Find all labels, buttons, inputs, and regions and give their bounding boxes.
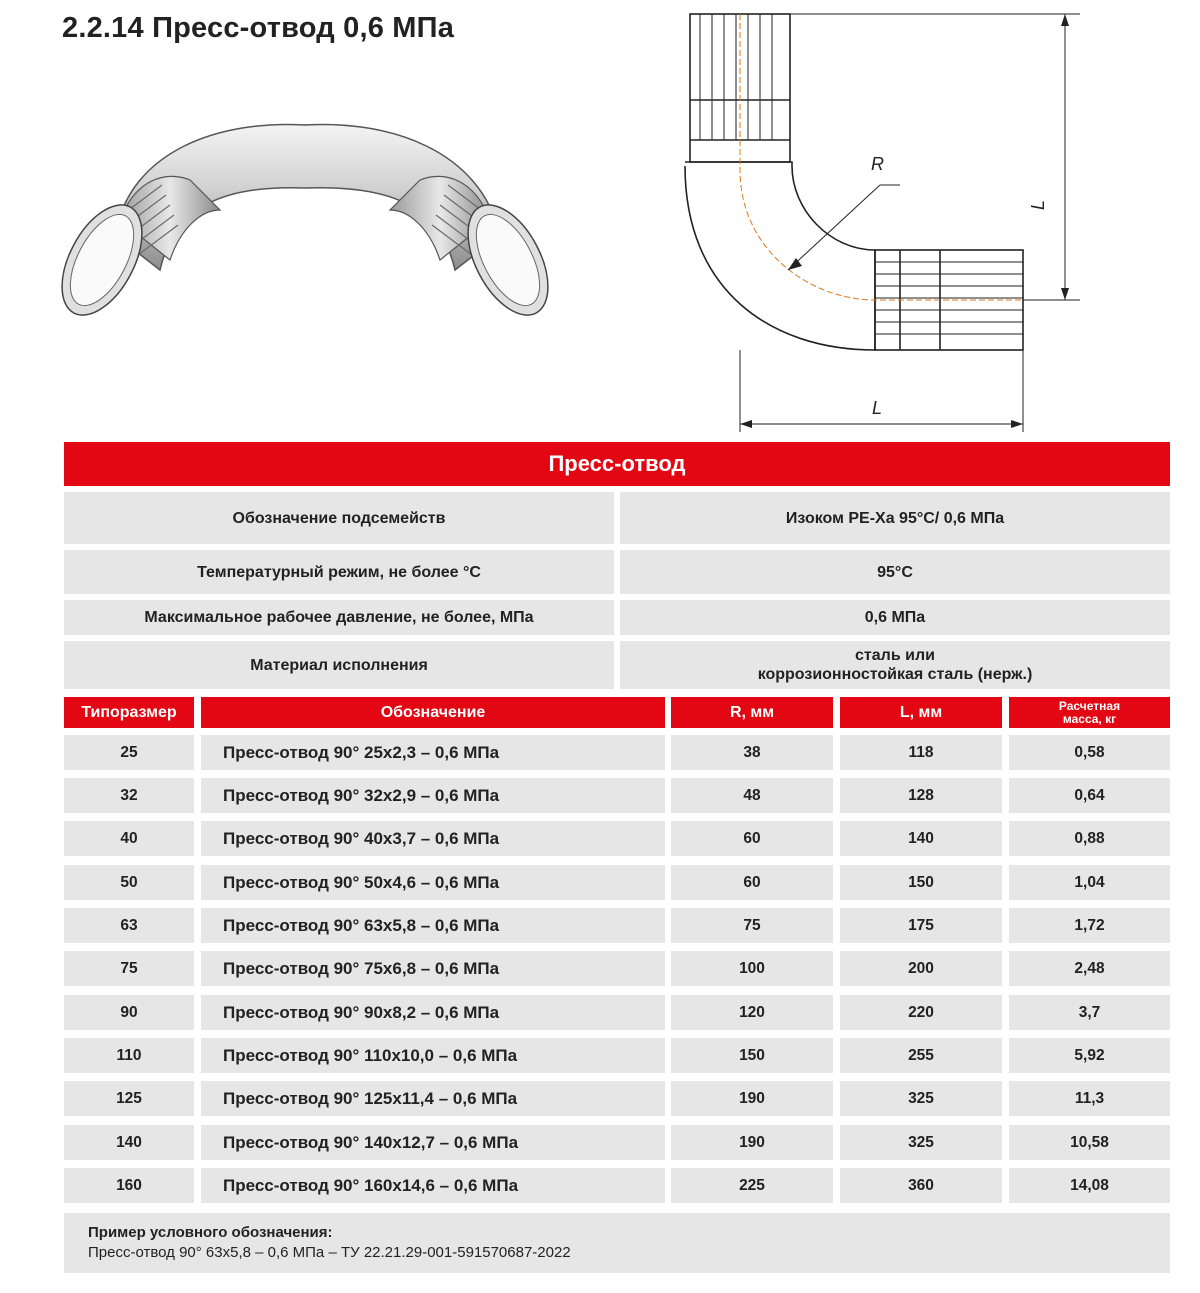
cell-r: 225 bbox=[671, 1168, 833, 1203]
cell-designation: Пресс-отвод 90° 50x4,6 – 0,6 МПа bbox=[201, 865, 665, 900]
cell-l: 360 bbox=[840, 1168, 1002, 1203]
cell-r: 38 bbox=[671, 735, 833, 770]
cell-r: 60 bbox=[671, 865, 833, 900]
cell-l: 150 bbox=[840, 865, 1002, 900]
property-value: 95°C bbox=[620, 550, 1170, 594]
table-row bbox=[64, 1038, 1170, 1073]
cell-size: 40 bbox=[64, 821, 194, 856]
cell-l: 255 bbox=[840, 1038, 1002, 1073]
cell-designation: Пресс-отвод 90° 75x6,8 – 0,6 МПа bbox=[201, 951, 665, 986]
length-label-horizontal: L bbox=[872, 398, 883, 418]
cell-mass: 1,72 bbox=[1009, 908, 1170, 943]
property-value: Изоком PE-Xa 95°C/ 0,6 МПа bbox=[620, 492, 1170, 544]
cell-designation: Пресс-отвод 90° 110x10,0 – 0,6 МПа bbox=[201, 1038, 665, 1073]
cell-l: 140 bbox=[840, 821, 1002, 856]
table-row bbox=[64, 735, 1170, 770]
page-title: 2.2.14 Пресс-отвод 0,6 МПа bbox=[62, 12, 455, 44]
property-label: Материал исполнения bbox=[64, 641, 614, 689]
press-elbow-illustration bbox=[60, 110, 550, 340]
cell-designation: Пресс-отвод 90° 40x3,7 – 0,6 МПа bbox=[201, 821, 665, 856]
cell-designation: Пресс-отвод 90° 160x14,6 – 0,6 МПа bbox=[201, 1168, 665, 1203]
cell-l: 128 bbox=[840, 778, 1002, 813]
table-row bbox=[64, 1168, 1170, 1203]
cell-l: 118 bbox=[840, 735, 1002, 770]
cell-size: 125 bbox=[64, 1081, 194, 1116]
cell-r: 120 bbox=[671, 995, 833, 1030]
property-label: Обозначение подсемейств bbox=[64, 492, 614, 544]
cell-r: 150 bbox=[671, 1038, 833, 1073]
designation-example bbox=[64, 1213, 1170, 1273]
property-row bbox=[64, 600, 1170, 635]
property-value: 0,6 МПа bbox=[620, 600, 1170, 635]
property-row bbox=[64, 641, 1170, 689]
cell-r: 75 bbox=[671, 908, 833, 943]
length-label-vertical: L bbox=[1028, 199, 1048, 210]
table-row bbox=[64, 908, 1170, 943]
cell-l: 220 bbox=[840, 995, 1002, 1030]
cell-mass: 2,48 bbox=[1009, 951, 1170, 986]
cell-designation: Пресс-отвод 90° 63x5,8 – 0,6 МПа bbox=[201, 908, 665, 943]
cell-size: 50 bbox=[64, 865, 194, 900]
cell-l: 175 bbox=[840, 908, 1002, 943]
cell-size: 63 bbox=[64, 908, 194, 943]
cell-mass: 0,64 bbox=[1009, 778, 1170, 813]
property-row bbox=[64, 492, 1170, 544]
column-header-mass bbox=[1009, 697, 1170, 728]
cell-r: 190 bbox=[671, 1125, 833, 1160]
cell-size: 110 bbox=[64, 1038, 194, 1073]
cell-l: 325 bbox=[840, 1081, 1002, 1116]
cell-designation: Пресс-отвод 90° 140x12,7 – 0,6 МПа bbox=[201, 1125, 665, 1160]
cell-designation: Пресс-отвод 90° 125x11,4 – 0,6 МПа bbox=[201, 1081, 665, 1116]
example-label: Пример условного обозначения: bbox=[88, 1224, 333, 1241]
table-row bbox=[64, 995, 1170, 1030]
radius-label: R bbox=[871, 154, 884, 174]
technical-drawing bbox=[660, 0, 1120, 440]
cell-mass: 10,58 bbox=[1009, 1125, 1170, 1160]
cell-size: 140 bbox=[64, 1125, 194, 1160]
column-header-size: Типоразмер bbox=[64, 697, 194, 728]
cell-mass: 1,04 bbox=[1009, 865, 1170, 900]
table-row bbox=[64, 821, 1170, 856]
example-value: Пресс-отвод 90° 63x5,8 – 0,6 МПа – ТУ 22.21.29-001-591570687-2022 bbox=[88, 1244, 571, 1261]
cell-size: 25 bbox=[64, 735, 194, 770]
property-label: Температурный режим, не более °C bbox=[64, 550, 614, 594]
column-header-l: L, мм bbox=[840, 697, 1002, 728]
material-line-1: сталь или bbox=[855, 647, 935, 664]
property-label: Максимальное рабочее давление, не более, МПа bbox=[64, 600, 614, 635]
cell-r: 190 bbox=[671, 1081, 833, 1116]
cell-r: 100 bbox=[671, 951, 833, 986]
cell-r: 48 bbox=[671, 778, 833, 813]
table-row bbox=[64, 951, 1170, 986]
cell-mass: 3,7 bbox=[1009, 995, 1170, 1030]
material-line-2: коррозионностойкая сталь (нерж.) bbox=[757, 666, 1033, 683]
cell-designation: Пресс-отвод 90° 90x8,2 – 0,6 МПа bbox=[201, 995, 665, 1030]
cell-designation: Пресс-отвод 90° 25x2,3 – 0,6 МПа bbox=[201, 735, 665, 770]
cell-mass: 5,92 bbox=[1009, 1038, 1170, 1073]
mass-header-line-2: масса, кг bbox=[1062, 711, 1117, 726]
cell-r: 60 bbox=[671, 821, 833, 856]
table-row bbox=[64, 1125, 1170, 1160]
table-row bbox=[64, 865, 1170, 900]
column-header-r: R, мм bbox=[671, 697, 833, 728]
cell-designation: Пресс-отвод 90° 32x2,9 – 0,6 МПа bbox=[201, 778, 665, 813]
cell-l: 200 bbox=[840, 951, 1002, 986]
cell-size: 75 bbox=[64, 951, 194, 986]
cell-size: 90 bbox=[64, 995, 194, 1030]
table-title: Пресс-отвод bbox=[64, 442, 1170, 486]
property-row bbox=[64, 550, 1170, 594]
table-row bbox=[64, 1081, 1170, 1116]
cell-mass: 11,3 bbox=[1009, 1081, 1170, 1116]
cell-size: 160 bbox=[64, 1168, 194, 1203]
cell-mass: 0,88 bbox=[1009, 821, 1170, 856]
cell-size: 32 bbox=[64, 778, 194, 813]
mass-header-line-1: Расчетная bbox=[1058, 698, 1121, 713]
table-row bbox=[64, 778, 1170, 813]
column-header-designation: Обозначение bbox=[201, 697, 665, 728]
property-value bbox=[620, 641, 1170, 689]
cell-l: 325 bbox=[840, 1125, 1002, 1160]
cell-mass: 0,58 bbox=[1009, 735, 1170, 770]
table-header bbox=[64, 697, 1170, 728]
cell-mass: 14,08 bbox=[1009, 1168, 1170, 1203]
